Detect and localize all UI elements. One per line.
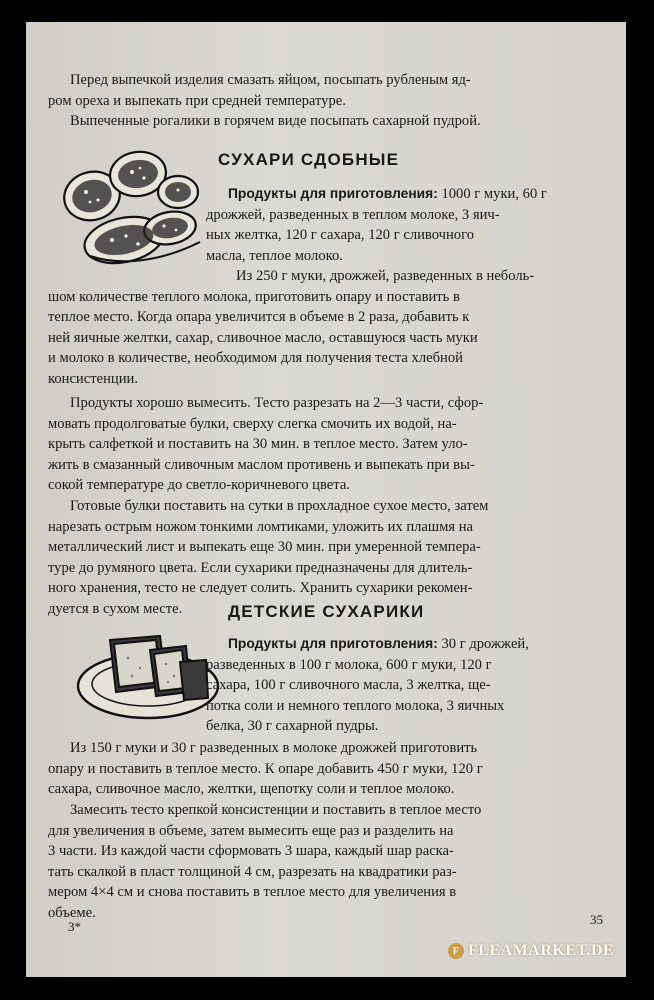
text-line: масла, теплое молоко.	[206, 247, 343, 264]
text-line: Из 150 г муки и 30 г разведенных в молоке дрожжей приготовить	[70, 740, 478, 756]
text-line: сокой температуре до светло-коричневого цвета.	[48, 477, 350, 493]
text-line: ней яичные желтки, сахар, сливочное масло, оставшуюся часть муки	[48, 329, 478, 346]
ingredients-text: 1000 г муки, 60 г	[437, 186, 547, 202]
text-line: для увеличения в объеме, затем вымесить еще раз и разделить на	[48, 822, 454, 839]
text-line: дрожжей, разведенных в теплом молоке, 3 яич-	[206, 206, 500, 223]
text-line: консистенции.	[48, 370, 138, 387]
ingredients-text: 30 г дрожжей,	[437, 636, 529, 652]
rusks-paragraph-3	[48, 496, 596, 619]
text-line: Готовые булки поставить на сутки в прохладное сухое место, затем	[70, 498, 489, 514]
text-line: Перед выпечкой изделия смазать яйцом, посыпать рубленым яд-	[70, 72, 471, 88]
bread-slices-plate-illustration	[70, 618, 220, 728]
text-line: 3 части. Из каждой части сформовать 3 шара, каждый шар раска-	[48, 843, 454, 859]
text-line: ром ореха и выпекать при средней температуре.	[48, 92, 346, 109]
text-line: крыть салфеткой и поставить на 30 мин. в теплое место. Затем уло-	[48, 436, 468, 452]
text-line: Из 250 г муки, дрожжей, разведенных в неболь-	[236, 268, 535, 284]
ingredients-line	[206, 184, 596, 205]
text-line: дуется в сухом месте.	[48, 600, 183, 617]
text-line: Замесить тесто крепкой консистенции и поставить в теплое место	[70, 802, 482, 818]
watermark-text: FLEAMARKET.DE	[468, 942, 615, 959]
text-line: сахара, 100 г сливочного масла, 3 желтка, ще-	[206, 677, 491, 693]
text-line: опару и поставить в теплое место. К опаре добавить 450 г муки, 120 г	[48, 760, 483, 777]
text-line: белка, 30 г сахарной пудры.	[206, 718, 379, 734]
text-line: туре до румяного цвета. Если сухарики предназначены для длитель-	[48, 559, 473, 576]
rusks-paragraph-2	[48, 393, 596, 496]
text-line: ного хранения, тесто не следует солить. Хранить сухарики рекомен-	[48, 580, 473, 596]
text-line: мером 4×4 см и снова поставить в теплое место для увеличения в	[48, 884, 457, 900]
section-title-rusks: СУХАРИ СДОБНЫЕ	[218, 150, 400, 169]
text-line: теплое место. Когда опара увеличится в объеме в 2 раза, добавить к	[48, 309, 470, 325]
watermark-seal-icon: F	[448, 943, 464, 959]
text-line: тать скалкой в пласт толщиной 4 см, разрезать на квадратики раз-	[48, 863, 457, 880]
kids-rusks-paragraph-1	[48, 738, 596, 800]
ingredients-kids-rusks	[206, 634, 596, 737]
ingredients-line	[206, 634, 596, 655]
intro-paragraph	[48, 70, 594, 132]
kids-rusks-paragraph-2	[48, 800, 596, 923]
text-line: жить в смазанный сливочным маслом противень и выпекать при вы-	[48, 456, 475, 473]
text-line: сахара, сливочное масло, желтки, щепотку соли и теплое молоко.	[48, 781, 455, 797]
rusks-illustration	[60, 144, 212, 274]
ingredients-label: Продукты для приготовления:	[228, 186, 438, 201]
rusks-paragraph-1	[48, 266, 596, 389]
text-line: мовать продолговатые булки, сверху слегка смочить их водой, на-	[48, 415, 457, 432]
text-line: объеме.	[48, 904, 96, 921]
ingredients-label: Продукты для приготовления:	[228, 636, 438, 651]
watermark	[448, 939, 648, 963]
text-line: потка соли и немного теплого молока, 3 яичных	[206, 697, 505, 714]
book-page	[26, 22, 626, 977]
text-line: разведенных в 100 г молока, 600 г муки, 120 г	[206, 656, 492, 673]
text-line: Выпеченные рогалики в горячем виде посыпать сахарной пудрой.	[70, 113, 481, 129]
page-number: 35	[590, 912, 603, 927]
text-line: ных желтка, 120 г сахара, 120 г сливочного	[206, 227, 475, 243]
section-title-kids-rusks: ДЕТСКИЕ СУХАРИКИ	[228, 602, 425, 621]
text-line: нарезать острым ножом тонкими ломтиками, уложить их плашмя на	[48, 518, 474, 535]
text-line: шом количестве теплого молока, приготовить опару и поставить в	[48, 288, 460, 305]
printer-signature: 3*	[68, 919, 81, 934]
text-line: и молоко в количестве, необходимом для получения теста хлебной	[48, 350, 463, 366]
text-line: Продукты хорошо вымесить. Тесто разрезать на 2—3 части, сфор-	[70, 395, 484, 411]
text-line: металлический лист и выпекать еще 30 мин. при умеренной темпера-	[48, 539, 481, 555]
ingredients-rusks	[206, 184, 596, 266]
